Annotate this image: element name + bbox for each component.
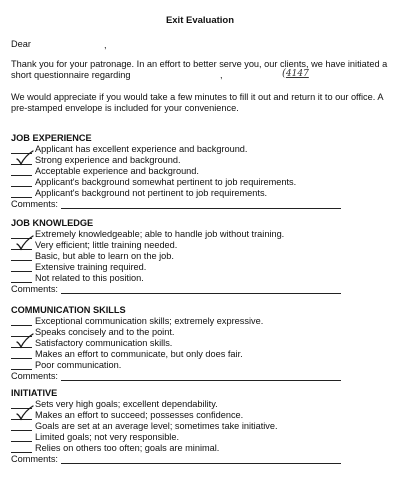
checkmark-icon [14, 235, 34, 251]
comments-label: Comments: [11, 199, 58, 209]
comments-label: Comments: [11, 454, 58, 464]
rating-option[interactable] [11, 327, 396, 338]
check-blank[interactable] [11, 175, 32, 176]
intro-paragraph [11, 59, 396, 81]
rating-option[interactable] [11, 443, 396, 454]
rating-option[interactable] [11, 432, 396, 443]
option-label: Not related to this position. [35, 273, 144, 283]
option-label: Satisfactory communication skills. [35, 338, 173, 348]
check-blank[interactable] [11, 441, 32, 442]
rating-option[interactable] [11, 421, 396, 432]
check-blank[interactable] [11, 271, 32, 272]
request-text: We would appreciate if you would take a few minutes to fill it out and return it to our office. A pre-stamped envelope is included for your convenience. [11, 92, 383, 113]
option-label: Limited goals; not very responsible. [35, 432, 180, 442]
rating-option[interactable] [11, 166, 396, 177]
option-label: Goals are set at an average level; sometimes take initiative. [35, 421, 278, 431]
option-label: Poor communication. [35, 360, 122, 370]
comments-label: Comments: [11, 371, 58, 381]
salutation: Dear [11, 39, 31, 49]
rating-option[interactable] [11, 188, 396, 199]
checkmark-icon [14, 333, 34, 349]
comments-line[interactable] [61, 293, 341, 294]
rating-option[interactable] [11, 360, 396, 371]
rating-option[interactable] [11, 240, 396, 251]
section-title: JOB KNOWLEDGE [11, 218, 94, 228]
option-label: Makes an effort to succeed; possesses confidence. [35, 410, 244, 420]
comments-field[interactable] [11, 199, 396, 210]
check-blank[interactable] [11, 186, 32, 187]
option-label: Exceptional communication skills; extremely expressive. [35, 316, 264, 326]
check-blank[interactable] [11, 430, 32, 431]
check-blank[interactable] [11, 369, 32, 370]
checkmark-icon [14, 405, 34, 421]
section-title: JOB EXPERIENCE [11, 133, 92, 143]
rating-option[interactable] [11, 262, 396, 273]
rating-option[interactable] [11, 338, 396, 349]
comments-field[interactable] [11, 454, 396, 465]
check-blank[interactable] [11, 282, 32, 283]
rating-option[interactable] [11, 251, 396, 262]
comments-line[interactable] [61, 380, 341, 381]
check-blank[interactable] [11, 260, 32, 261]
check-blank[interactable] [11, 325, 32, 326]
intro-text: Thank you for your patronage. In an effort to better serve you, our clients, we have initiated a short questionnaire regarding [11, 59, 388, 80]
rating-option[interactable] [11, 410, 396, 421]
comments-line[interactable] [61, 208, 341, 209]
rating-option[interactable] [11, 229, 396, 240]
rating-option[interactable] [11, 155, 396, 166]
salutation-comma: , [104, 40, 107, 50]
rating-option[interactable] [11, 144, 396, 155]
request-paragraph [11, 92, 396, 114]
option-label: Strong experience and background. [35, 155, 181, 165]
option-label: Very efficient; little training needed. [35, 240, 178, 250]
section-title: INITIATIVE [11, 388, 58, 398]
option-label: Sets very high goals; excellent dependability. [35, 399, 218, 409]
rating-option[interactable] [11, 316, 396, 327]
option-label: Extremely knowledgeable; able to handle job without training. [35, 229, 285, 239]
option-label: Acceptable experience and background. [35, 166, 199, 176]
check-blank[interactable] [11, 197, 32, 198]
check-blank[interactable] [11, 358, 32, 359]
rating-option[interactable] [11, 177, 396, 188]
option-label: Basic, but able to learn on the job. [35, 251, 174, 261]
option-label: Speaks concisely and to the point. [35, 327, 175, 337]
form-title: Exit Evaluation [165, 15, 235, 26]
check-blank[interactable] [11, 452, 32, 453]
comments-field[interactable] [11, 371, 396, 382]
rating-option[interactable] [11, 399, 396, 410]
option-label: Applicant has excellent experience and background. [35, 144, 248, 154]
section-communication-skills [11, 305, 396, 382]
comments-field[interactable] [11, 284, 396, 295]
section-initiative [11, 388, 396, 465]
option-label: Applicant's background somewhat pertinent to job requirements. [35, 177, 297, 187]
option-label: Makes an effort to communicate, but only does fair. [35, 349, 243, 359]
checkmark-icon [14, 150, 34, 166]
handwritten-paren-icon: ( [282, 68, 286, 79]
section-job-experience [11, 133, 396, 210]
intro-comma: , [220, 70, 223, 80]
option-label: Relies on others too often; goals are minimal. [35, 443, 220, 453]
handwritten-number: (4147 [282, 68, 309, 79]
rating-option[interactable] [11, 273, 396, 284]
comments-line[interactable] [61, 463, 341, 464]
section-job-knowledge [11, 218, 396, 295]
option-label: Applicant's background not pertinent to job requirements. [35, 188, 268, 198]
section-title: COMMUNICATION SKILLS [11, 305, 126, 315]
comments-label: Comments: [11, 284, 58, 294]
option-label: Extensive training required. [35, 262, 147, 272]
rating-option[interactable] [11, 349, 396, 360]
